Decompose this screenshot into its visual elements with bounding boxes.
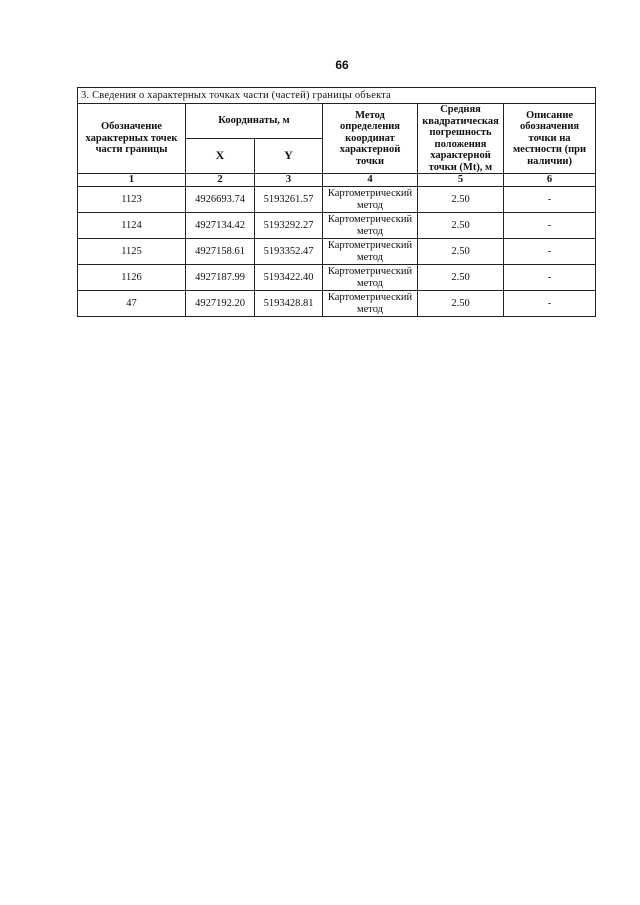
accuracy-cell: 2.50 (418, 265, 504, 291)
y-coordinate-cell: 5193422.40 (255, 265, 323, 291)
description-cell: - (504, 291, 596, 317)
section-title: 3. Сведения о характерных точках части (частей) границы объекта (78, 88, 596, 104)
column-numbers-row (78, 174, 596, 187)
table-row (78, 213, 596, 239)
point-designation-cell: 1125 (78, 239, 186, 265)
accuracy-cell: 2.50 (418, 291, 504, 317)
accuracy-cell: 2.50 (418, 239, 504, 265)
column-number: 3 (255, 174, 323, 187)
method-cell: Картометрический метод (323, 291, 418, 317)
table-row (78, 239, 596, 265)
column-number: 6 (504, 174, 596, 187)
method-cell: Картометрический метод (323, 265, 418, 291)
column-number: 4 (323, 174, 418, 187)
point-designation-cell: 1124 (78, 213, 186, 239)
point-designation-cell: 47 (78, 291, 186, 317)
page-number: 66 (335, 58, 349, 72)
x-coordinate-cell: 4927158.61 (186, 239, 255, 265)
table-row (78, 291, 596, 317)
x-coordinate-cell: 4927187.99 (186, 265, 255, 291)
accuracy-cell: 2.50 (418, 187, 504, 213)
column-number: 1 (78, 174, 186, 187)
y-coordinate-cell: 5193292.27 (255, 213, 323, 239)
description-cell: - (504, 239, 596, 265)
x-coordinate-cell: 4927134.42 (186, 213, 255, 239)
method-cell: Картометрический метод (323, 187, 418, 213)
header-accuracy: Средняя квадратическая погрешность положения характерной точки (Mt), м (418, 104, 504, 174)
table-row (78, 265, 596, 291)
x-coordinate-cell: 4926693.74 (186, 187, 255, 213)
accuracy-cell: 2.50 (418, 213, 504, 239)
header-x: X (186, 139, 255, 174)
y-coordinate-cell: 5193352.47 (255, 239, 323, 265)
y-coordinate-cell: 5193428.81 (255, 291, 323, 317)
header-y: Y (255, 139, 323, 174)
column-number: 2 (186, 174, 255, 187)
description-cell: - (504, 213, 596, 239)
header-point-designation: Обозначение характерных точек части границы (78, 104, 186, 174)
header-coordinates: Координаты, м (186, 104, 323, 139)
method-cell: Картометрический метод (323, 239, 418, 265)
header-method: Метод определения координат характерной точки (323, 104, 418, 174)
description-cell: - (504, 265, 596, 291)
point-designation-cell: 1126 (78, 265, 186, 291)
method-cell: Картометрический метод (323, 213, 418, 239)
x-coordinate-cell: 4927192.20 (186, 291, 255, 317)
table-row (78, 187, 596, 213)
description-cell: - (504, 187, 596, 213)
point-designation-cell: 1123 (78, 187, 186, 213)
y-coordinate-cell: 5193261.57 (255, 187, 323, 213)
column-number: 5 (418, 174, 504, 187)
boundary-points-table (77, 87, 596, 317)
header-description: Описание обозначения точки на местности (при наличии) (504, 104, 596, 174)
